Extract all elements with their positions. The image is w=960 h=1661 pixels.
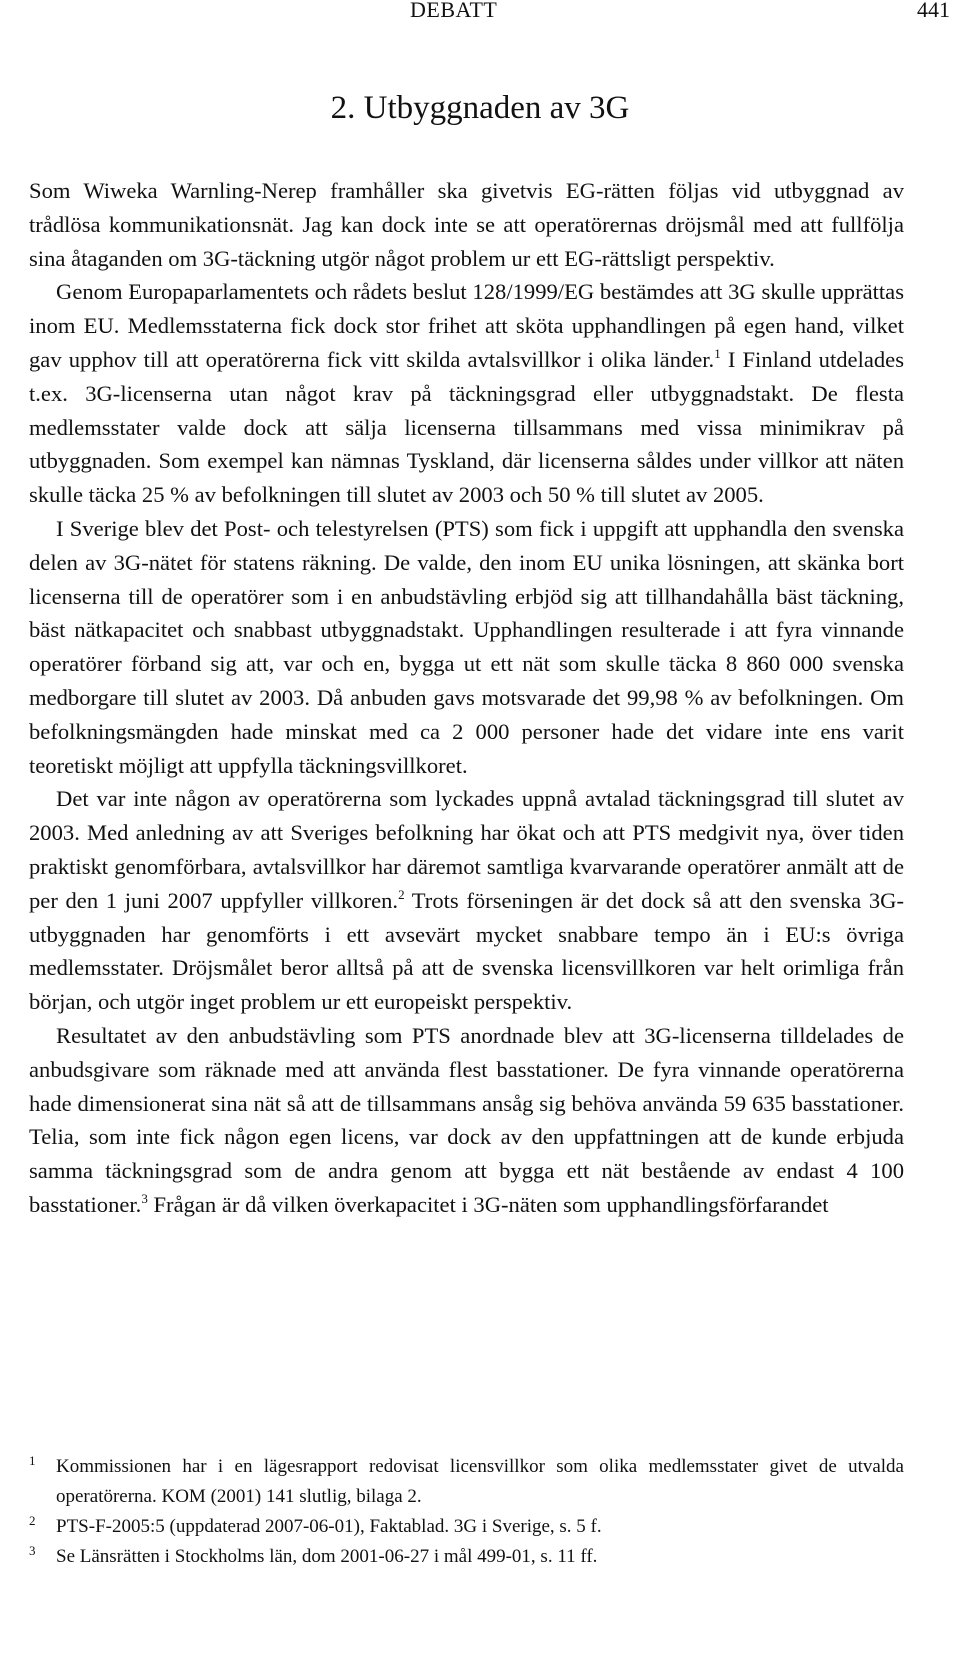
footnote-number: 2	[29, 1513, 36, 1528]
footnote-ref-1: 1	[714, 345, 721, 361]
body-text	[29, 174, 904, 1222]
paragraph-1: Som Wiweka Warnling-Nerep framhåller ska givetvis EG-rätten följas vid utbyggnad av trådlösa kommunikationsnät. Jag kan dock inte se att operatörernas dröjsmål med att fullfölja sina åtaganden om 3G-täckning utgör något problem ur ett EG-rättsligt perspektiv.	[29, 178, 904, 271]
paragraph-5-part-b: Frågan är då vilken överkapacitet i 3G-näten som upphandlingsförfarandet	[147, 1191, 829, 1217]
footnote-ref-2: 2	[398, 886, 405, 902]
footnotes	[29, 1452, 904, 1572]
footnote-text: Kommissionen har i en lägesrapport redovisat licensvillkor som olika medlemsstater givet de utvalda operatörerna. KOM (2001) 141 slutlig, bilaga 2.	[56, 1456, 904, 1507]
section-tag: DEBATT	[410, 0, 498, 22]
paragraph-2	[29, 275, 904, 512]
footnote-item	[29, 1542, 904, 1572]
paragraph-5-part-a: Resultatet av den anbudstävling som PTS anordnade blev att 3G-licenserna tilldelades de anbudsgivare som räknade med att använda flest basstationer. De fyra vinnande operatörerna hade dimensionerat sina nät så att de tillsammans ansåg sig behöva använda 59 635 basstationer. Telia, som inte fick någon egen licens, var dock av den uppfattningen att de kunde erbjuda samma täckningsgrad som de andra genom att bygga ett nät bestående av endast 4 100 basstationer.	[29, 1022, 904, 1217]
paragraph-4-part-b: Trots förseningen är det dock så att den svenska 3G-utbyggnaden har genomförts i ett avsevärt mycket snabbare tempo än i EU:s övriga medlemsstater. Dröjsmålet beror alltså på att de svenska licensvillkoren var helt orimliga från början, och utgör inget problem ur ett europeiskt perspektiv.	[29, 887, 904, 1015]
footnote-ref-3: 3	[141, 1190, 148, 1206]
paragraph-2-part-b: I Finland utdelades t.ex. 3G-licenserna utan något krav på täckningsgrad eller utbyggnadstakt. De flesta medlemsstater valde dock att sälja licenserna tillsammans med vissa minimikrav på utbyggnaden. Som exempel kan nämnas Tyskland, där licenserna såldes under villkor att näten skulle täcka 25 % av befolkningen till slutet av 2003 och 50 % till slutet av 2005.	[29, 346, 904, 508]
footnote-number: 1	[29, 1453, 36, 1468]
footnote-number: 3	[29, 1543, 36, 1558]
paragraph-2-part-a: Genom Europaparlamentets och rådets beslut 128/1999/EG bestämdes att 3G skulle upprättas inom EU. Medlemsstaterna fick dock stor frihet att sköta upphandlingen på egen hand, vilket gav upphov till att operatörerna fick vitt skilda avtalsvillkor i olika länder.	[29, 279, 904, 372]
running-head	[0, 0, 960, 26]
footnote-text: Se Länsrätten i Stockholms län, dom 2001-06-27 i mål 499-01, s. 11 ff.	[56, 1546, 598, 1567]
paragraph-5	[29, 1019, 904, 1222]
footnote-item	[29, 1512, 904, 1542]
paragraph-4-part-a: Det var inte någon av operatörerna som lyckades uppnå avtalad täckningsgrad till slutet av 2003. Med anledning av att Sveriges befolkning har ökat och att PTS medgivit nya, över tiden praktiskt genomförbara, avtalsvillkor har däremot samtliga kvarvarande operatörer anmält att de per den 1 juni 2007 uppfyller villkoren.	[29, 786, 904, 913]
section-heading: 2. Utbyggnaden av 3G	[330, 90, 630, 126]
footnote-text: PTS-F-2005:5 (uppdaterad 2007-06-01), Faktablad. 3G i Sverige, s. 5 f.	[56, 1516, 602, 1537]
paragraph-4	[29, 782, 904, 1019]
page-number: 441	[917, 0, 950, 22]
footnote-item	[29, 1452, 904, 1512]
paragraph-3: I Sverige blev det Post- och telestyrelsen (PTS) som fick i uppgift att upphandla den svenska delen av 3G-nätet för statens räkning. De valde, den inom EU unika lösningen, att skänka bort licenserna till de operatörer som i en anbudstävling erbjöd sig att tillhandahålla bäst täckning, bäst nätkapacitet och snabbast utbyggnadstakt. Upphandlingen resulterade i att fyra vinnande operatörer förband sig att, var och en, bygga ut ett nät som skulle täcka 8 860 000 svenska medborgare till slutet av 2003. Då anbuden gavs motsvarade det 99,98 % av befolkningen. Om befolkningsmängden hade minskat med ca 2 000 personer hade det vidare inte ens varit teoretiskt möjligt att uppfylla täckningsvillkoret.	[29, 515, 904, 778]
